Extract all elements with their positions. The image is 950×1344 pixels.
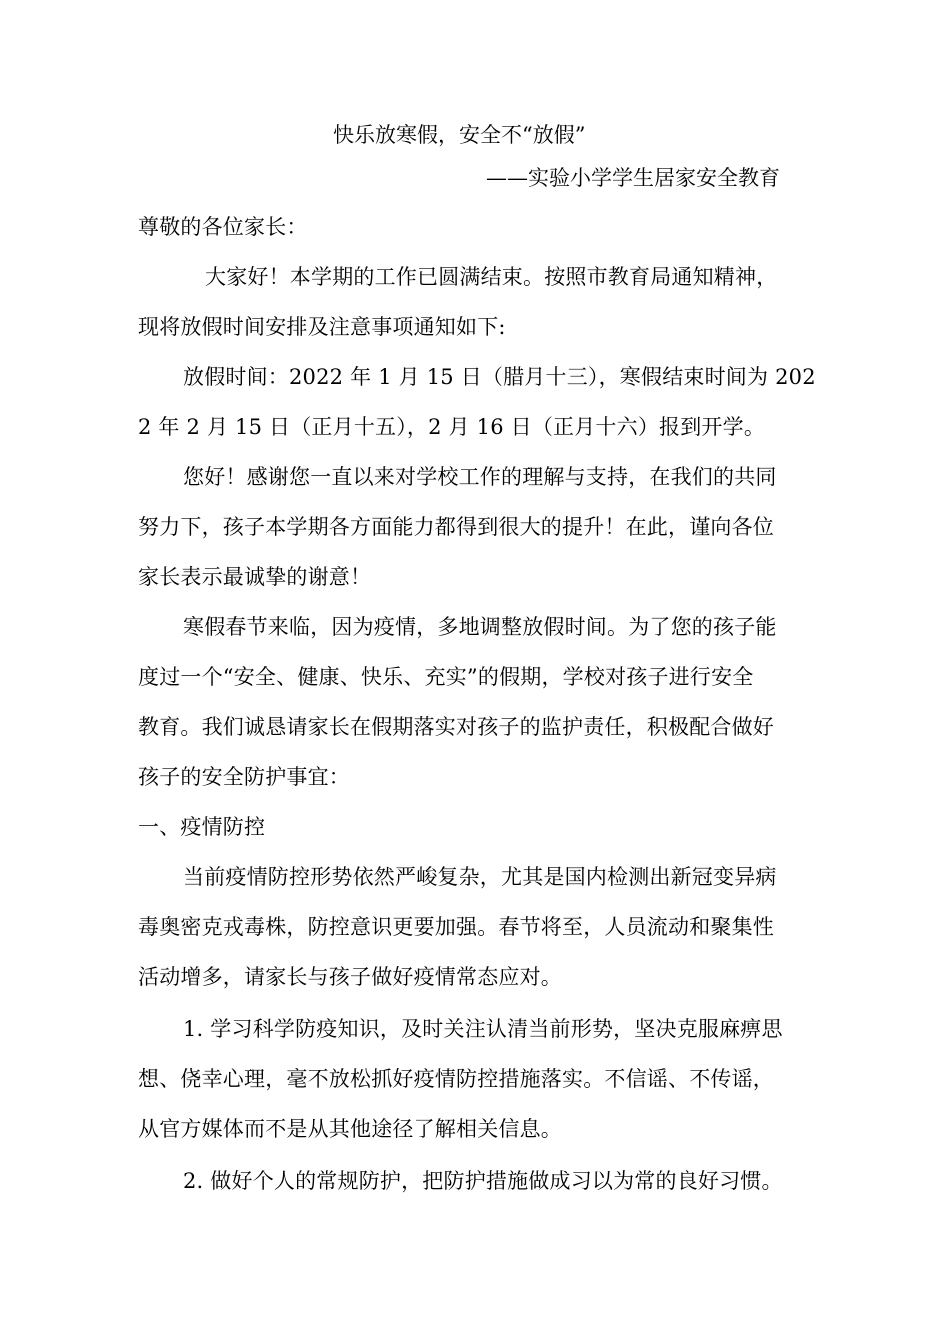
list-item-2: 2. 做好个人的常规防护，把防护措施做成习以为常的良好习惯。 (183, 1169, 783, 1193)
paragraph-line: 现将放假时间安排及注意事项通知如下: (138, 315, 506, 339)
document-subtitle: ——实验小学学生居家安全教育 (486, 166, 780, 190)
paragraph-line: 活动增多，请家长与孩子做好疫情常态应对。 (138, 965, 562, 989)
paragraph-line: 努力下，孩子本学期各方面能力都得到很大的提升！在此，谨向各位 (138, 515, 774, 539)
paragraph-line: 2 年 2 月 15 日（正月十五），2 月 16 日（正月十六）报到开学。 (138, 415, 766, 439)
paragraph-line: 放假时间：2022 年 1 月 15 日（腊月十三），寒假结束时间为 202 (183, 365, 816, 389)
paragraph-line: 寒假春节来临，因为疫情，多地调整放假时间。为了您的孩子能 (183, 615, 777, 639)
paragraph-line: 您好！感谢您一直以来对学校工作的理解与支持，在我们的共同 (183, 465, 777, 489)
paragraph-line: 家长表示最诚挚的谢意！ (138, 565, 372, 589)
paragraph-line: 大家好！本学期的工作已圆满结束。按照市教育局通知精神， (205, 265, 778, 289)
document-title: 快乐放寒假，安全不“放假” (333, 123, 586, 147)
paragraph-line: 度过一个“安全、健康、快乐、充实”的假期，学校对孩子进行安全 (138, 665, 754, 689)
paragraph-line: 毒奥密克戎毒株，防控意识更要加强。春节将至，人员流动和聚集性 (138, 915, 774, 939)
list-item-1: 1. 学习科学防疫知识，及时关注认清当前形势，坚决克服麻痹思 (183, 1017, 783, 1041)
paragraph-line: 当前疫情防控形势依然严峻复杂，尤其是国内检测出新冠变异病 (183, 865, 777, 889)
salutation: 尊敬的各位家长： (138, 215, 308, 239)
paragraph-line: 孩子的安全防护事宜： (138, 765, 350, 789)
paragraph-line: 教育。我们诚恳请家长在假期落实对孩子的监护责任，积极配合做好 (138, 715, 774, 739)
paragraph-line: 从官方媒体而不是从其他途径了解相关信息。 (138, 1117, 562, 1141)
section-heading: 一、疫情防控 (138, 815, 266, 839)
paragraph-line: 想、侥幸心理，毫不放松抓好疫情防控措施落实。不信谣、不传谣， (138, 1067, 774, 1091)
